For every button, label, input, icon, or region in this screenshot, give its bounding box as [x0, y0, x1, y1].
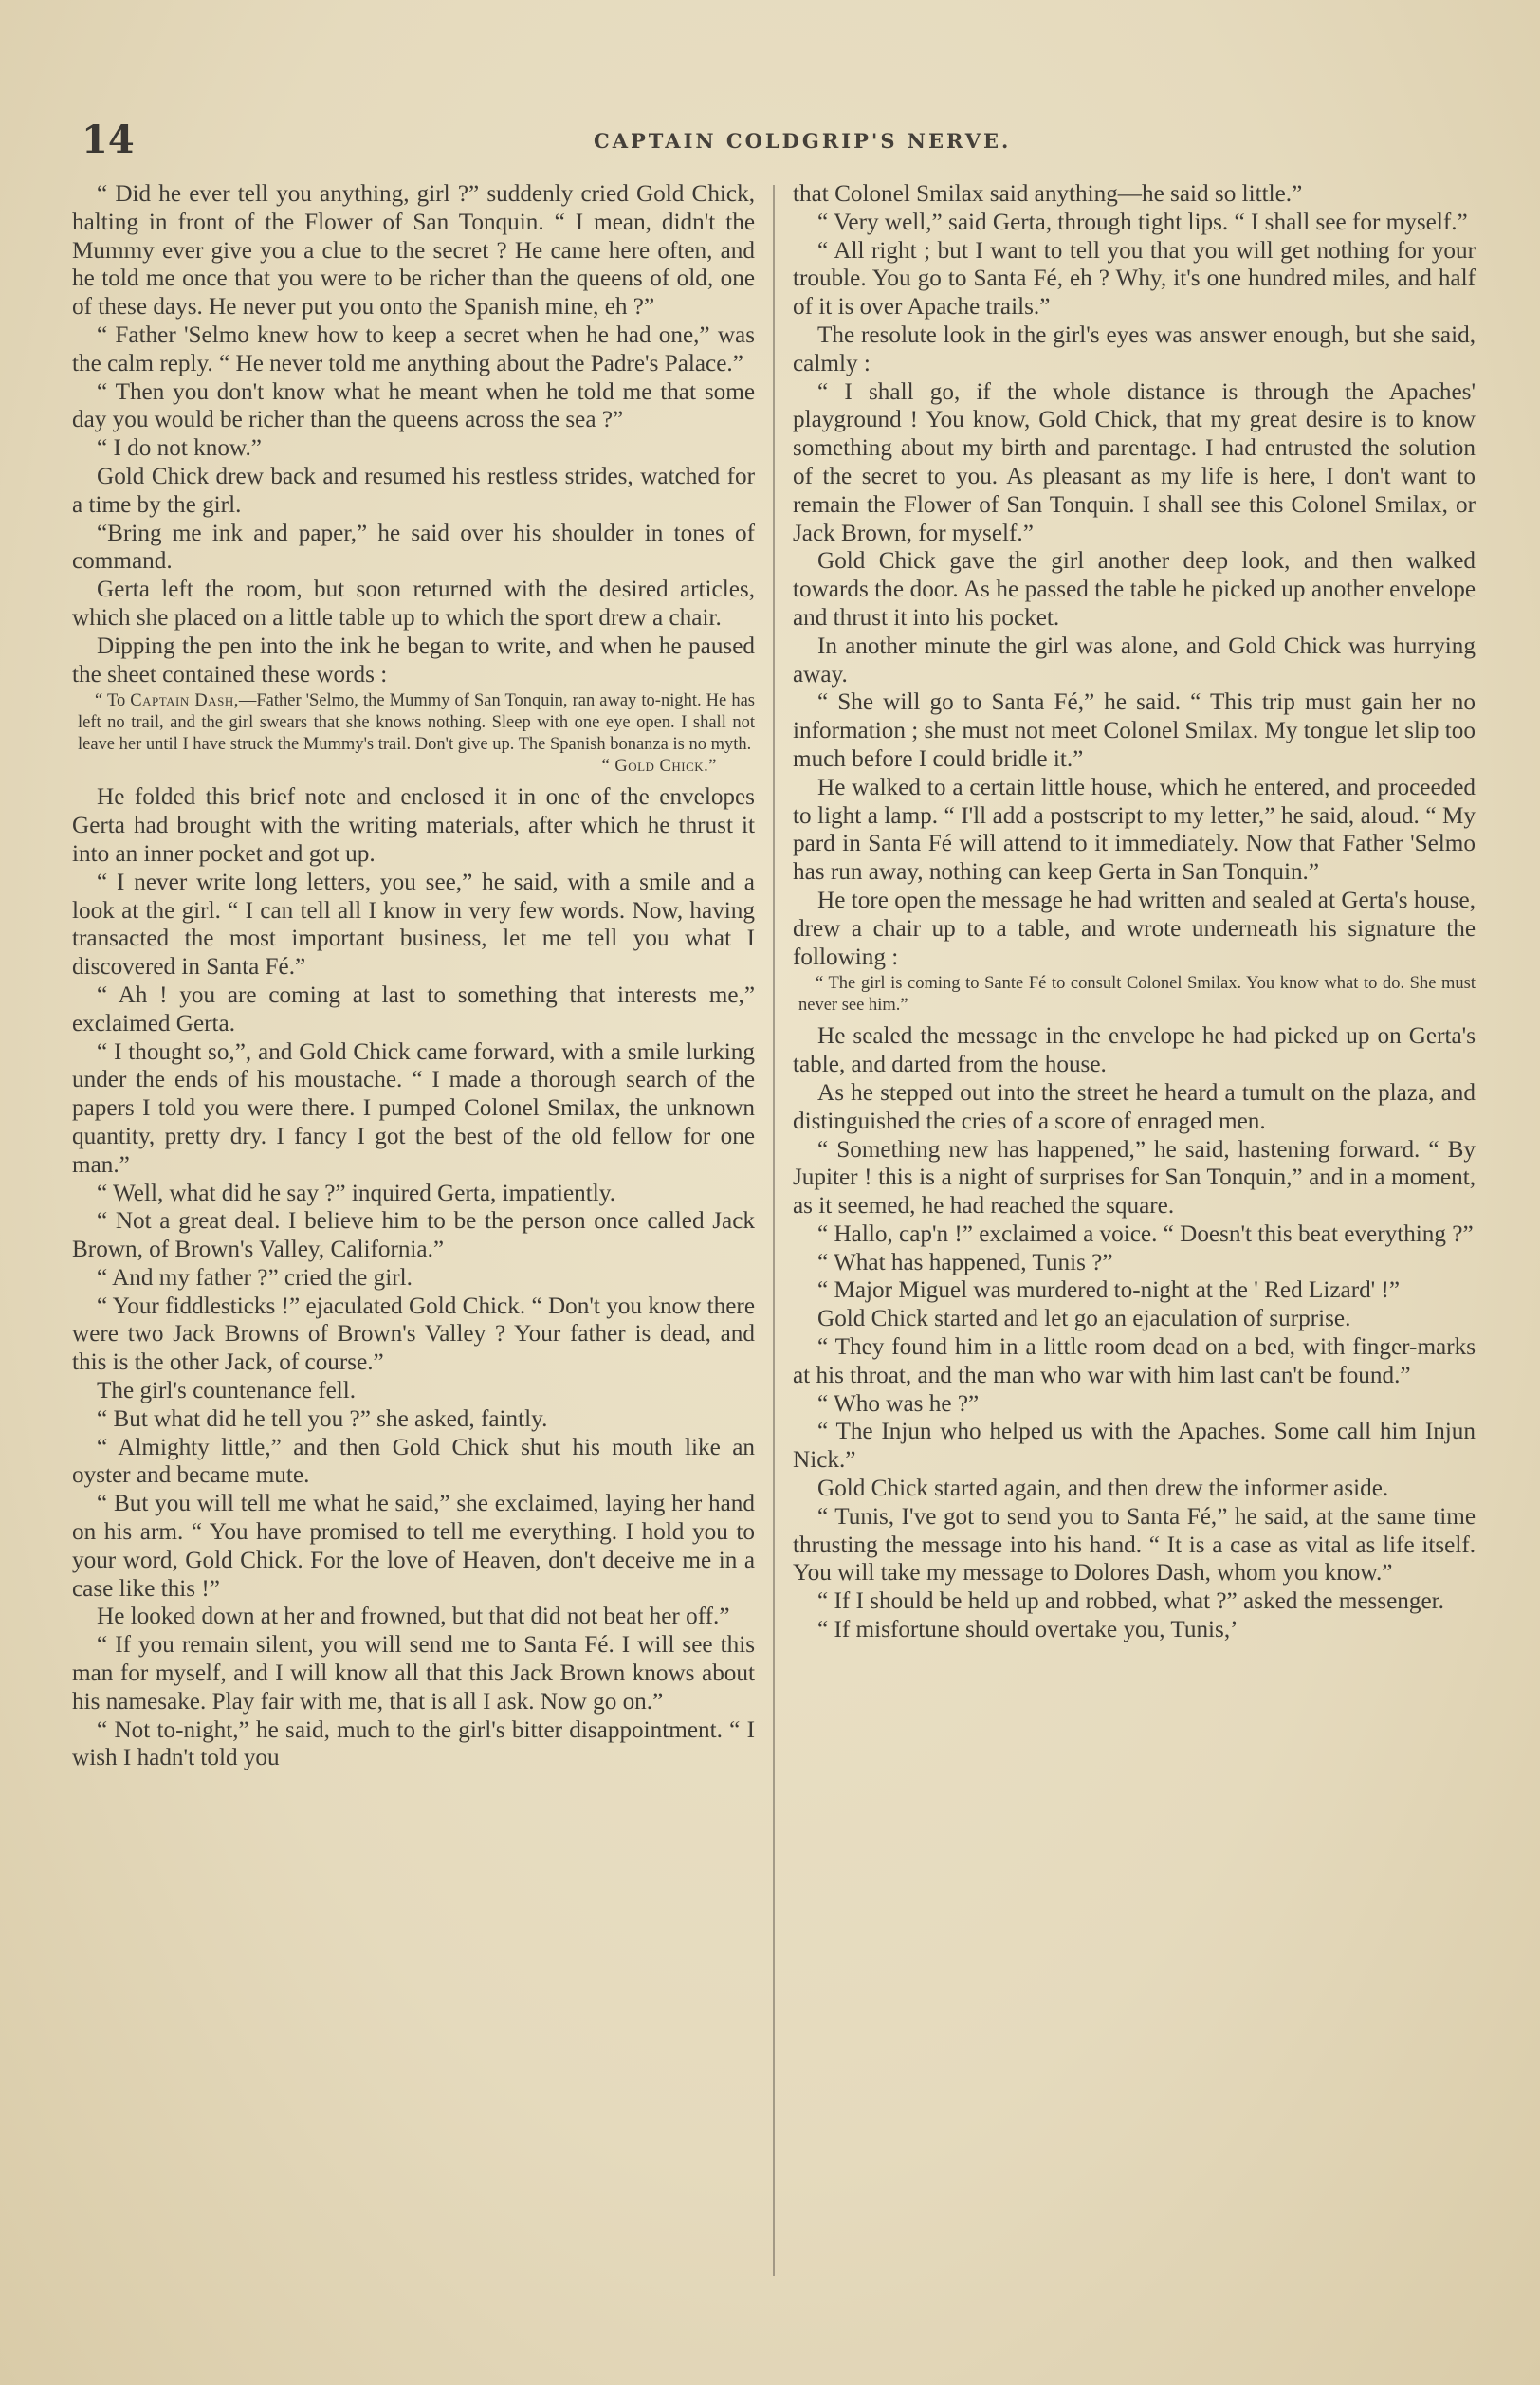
- paragraph: that Colonel Smilax said anything—he said so little.”: [793, 181, 1303, 207]
- paragraph: “ They found him in a little room dead on a bed, with finger-marks at his throat, and the man who war with him last can't be found.”: [793, 1334, 1476, 1388]
- paragraph: Gold Chick started and let go an ejaculation of surprise.: [817, 1306, 1351, 1332]
- paragraph: “ And my father ?” cried the girl.: [97, 1264, 412, 1291]
- paragraph: He sealed the message in the envelope he had picked up on Gerta's table, and darted from the house.: [793, 1023, 1476, 1078]
- paragraph: The girl's countenance fell.: [97, 1378, 357, 1404]
- paragraph: “ All right ; but I want to tell you that you will get nothing for your trouble. You go to Santa Fé, eh ? Why, it's one hundred miles, and half of it is over Apache trails.”: [793, 237, 1476, 321]
- paragraph: “ Very well,” said Gerta, through tight lips. “ I shall see for myself.”: [817, 209, 1468, 235]
- paragraph: “ Ah ! you are coming at last to something that interests me,” exclaimed Gerta.: [72, 982, 755, 1037]
- paragraph: “ Well, what did he say ?” inquired Gerta, impatiently.: [97, 1180, 616, 1206]
- running-title: CAPTAIN COLDGRIP'S NERVE.: [594, 129, 1012, 153]
- paragraph: “ But what did he tell you ?” she asked, faintly.: [97, 1405, 548, 1432]
- paragraph: “ I do not know.”: [97, 435, 262, 462]
- paragraph: “Bring me ink and paper,” he said over his shoulder in tones of command.: [72, 520, 755, 575]
- paragraph: “ If I should be held up and robbed, what ?” asked the messenger.: [817, 1588, 1444, 1615]
- paragraph: He tore open the message he had written and sealed at Gerta's house, drew a chair up to a table, and wrote underneath his signature the following :: [793, 887, 1476, 970]
- paragraph: In another minute the girl was alone, and Gold Chick was hurrying away.: [793, 633, 1476, 688]
- column-divider: [773, 185, 775, 2276]
- paragraph: He folded this brief note and enclosed it in one of the envelopes Gerta had brought with the writing materials, after which he thrust it into an inner pocket and got up.: [72, 784, 755, 867]
- paragraph: “ Your fiddlesticks !” ejaculated Gold Chick. “ Don't you know there were two Jack Browns of Brown's Valley ? Your father is dead, and this is the other Jack, of course.”: [72, 1293, 755, 1376]
- letter-signature: “ Gold Chick.”: [601, 757, 717, 777]
- paragraph: “ Not a great deal. I believe him to be the person once called Jack Brown, of Brown's Valley, California.”: [72, 1208, 755, 1263]
- paragraph: “ Not to-night,” he said, much to the girl's bitter disappointment. “ I wish I hadn't told you: [72, 1716, 755, 1771]
- paragraph: “ If you remain silent, you will send me to Santa Fé. I will see this man for myself, and I will know all that this Jack Brown knows about his namesake. Play fair with me, that is all I ask. Now go on.”: [72, 1632, 755, 1715]
- letter-salutation: Captain Dash,: [130, 691, 239, 711]
- paragraph: He walked to a certain little house, which he entered, and proceeded to light a lamp. “ I'll add a postscript to my letter,” he said, aloud. “ My pard in Santa Fé will attend to it immediately. Now that Father 'Selmo has run away, nothing can keep Gerta in San Tonquin.”: [793, 774, 1476, 886]
- paragraph: “ I thought so,”, and Gold Chick came forward, with a smile lurking under the ends of his moustache. “ I made a thorough search of the papers I told you were there. I pumped Colonel Smilax, the unknown quantity, pretty dry. I fancy I got the best of the old fellow for one man.”: [72, 1038, 755, 1178]
- letter-text: [78, 690, 755, 778]
- paragraph: “ But you will tell me what he said,” she exclaimed, laying her hand on his arm. “ You have promised to tell me everything. I hold you to your word, Gold Chick. For the love of Heaven, don't deceive me in a case like this !”: [72, 1491, 755, 1602]
- paragraph: “ Then you don't know what he meant when he told me that some day you would be richer than the queens across the sea ?”: [72, 378, 755, 433]
- paragraph: “ Something new has happened,” he said, hastening forward. “ By Jupiter ! this is a night of surprises for San Tonquin,” and in a moment, as it seemed, he had reached the square.: [793, 1136, 1476, 1220]
- paragraph: He looked down at her and frowned, but that did not beat her off.”: [97, 1604, 730, 1630]
- paragraph: “ The Injun who helped us with the Apaches. Some call him Injun Nick.”: [793, 1419, 1476, 1474]
- paragraph: “ What has happened, Tunis ?”: [817, 1249, 1113, 1275]
- paragraph: “ I shall go, if the whole distance is through the Apaches' playground ! You know, Gold Chick, that my great desire is to know something about my birth and parentage. I had entrusted the solution of the secret to you. As pleasant as my life is here, I don't want to remain the Flower of San Tonquin. I shall see this Colonel Smilax, or Jack Brown, for myself.”: [793, 378, 1476, 546]
- paragraph: “ Almighty little,” and then Gold Chick shut his mouth like an oyster and became mute.: [72, 1434, 755, 1489]
- paragraph: The resolute look in the girl's eyes was answer enough, but she said, calmly :: [793, 321, 1476, 376]
- paragraph: As he stepped out into the street he heard a tumult on the plaza, and distinguished the cries of a score of enraged men.: [793, 1079, 1476, 1134]
- page-number: 14: [82, 118, 135, 162]
- paragraph: “ If misfortune should overtake you, Tunis,’: [817, 1617, 1238, 1643]
- letter-to: “ To: [95, 691, 131, 711]
- paragraph: “ Did he ever tell you anything, girl ?” suddenly cried Gold Chick, halting in front of the Flower of San Tonquin. “ I mean, didn't the Mummy ever give you a clue to the secret ? He came here often, and he told me once that you were to be richer than the queens of old, one of these days. He never put you onto the Spanish mine, eh ?”: [72, 181, 755, 321]
- paragraph: Gold Chick drew back and resumed his restless strides, watched for a time by the girl.: [72, 463, 755, 518]
- paragraph: Gerta left the room, but soon returned with the desired articles, which she placed on a little table up to which the sport drew a chair.: [72, 577, 755, 631]
- paragraph: Gold Chick started again, and then drew the informer aside.: [817, 1476, 1389, 1502]
- paragraph: Dipping the pen into the ink he began to write, and when he paused the sheet contained these words :: [72, 633, 755, 688]
- page-header: [82, 118, 1458, 163]
- paragraph: “ She will go to Santa Fé,” he said. “ This trip must gain her no information ; she must not meet Colonel Smilax. My tongue let slip too much before I could bridle it.”: [793, 689, 1476, 772]
- paragraph: Gold Chick gave the girl another deep look, and then walked towards the door. As he passed the table he picked up another envelope and thrust it into his pocket.: [793, 548, 1476, 631]
- right-column: [793, 180, 1476, 1644]
- paragraph: “ Hallo, cap'n !” exclaimed a voice. “ Doesn't this beat everything ?”: [817, 1220, 1474, 1247]
- letter-body: —Father 'Selmo, the Mummy of San Tonquin, ran away to-night. He has left no trail, and the girl swears that she knows nothing. Sleep with one eye open. I shall not leave her until I have struck the Mummy's trail. Don't give up. The Spanish bonanza is no myth.: [78, 691, 755, 755]
- postscript-text: “ The girl is coming to Sante Fé to consult Colonel Smilax. You know what to do. She must never see him.”: [798, 974, 1476, 1016]
- left-column: [72, 180, 755, 1772]
- paragraph: “ Father 'Selmo knew how to keep a secret when he had one,” was the calm reply. “ He never told me anything about the Padre's Palace.”: [72, 321, 755, 376]
- paragraph: “ Tunis, I've got to send you to Santa Fé,” he said, at the same time thrusting the message into his hand. “ It is a case as vital as life itself. You will take my message to Dolores Dash, whom you know.”: [793, 1503, 1476, 1587]
- paragraph: “ I never write long letters, you see,” he said, with a smile and a look at the girl. “ I can tell all I know in very few words. Now, having transacted the most important business, let me tell you what I discovered in Santa Fé.”: [72, 869, 755, 981]
- paragraph: “ Who was he ?”: [817, 1390, 980, 1417]
- paragraph: “ Major Miguel was murdered to-night at the ' Red Lizard' !”: [817, 1277, 1401, 1304]
